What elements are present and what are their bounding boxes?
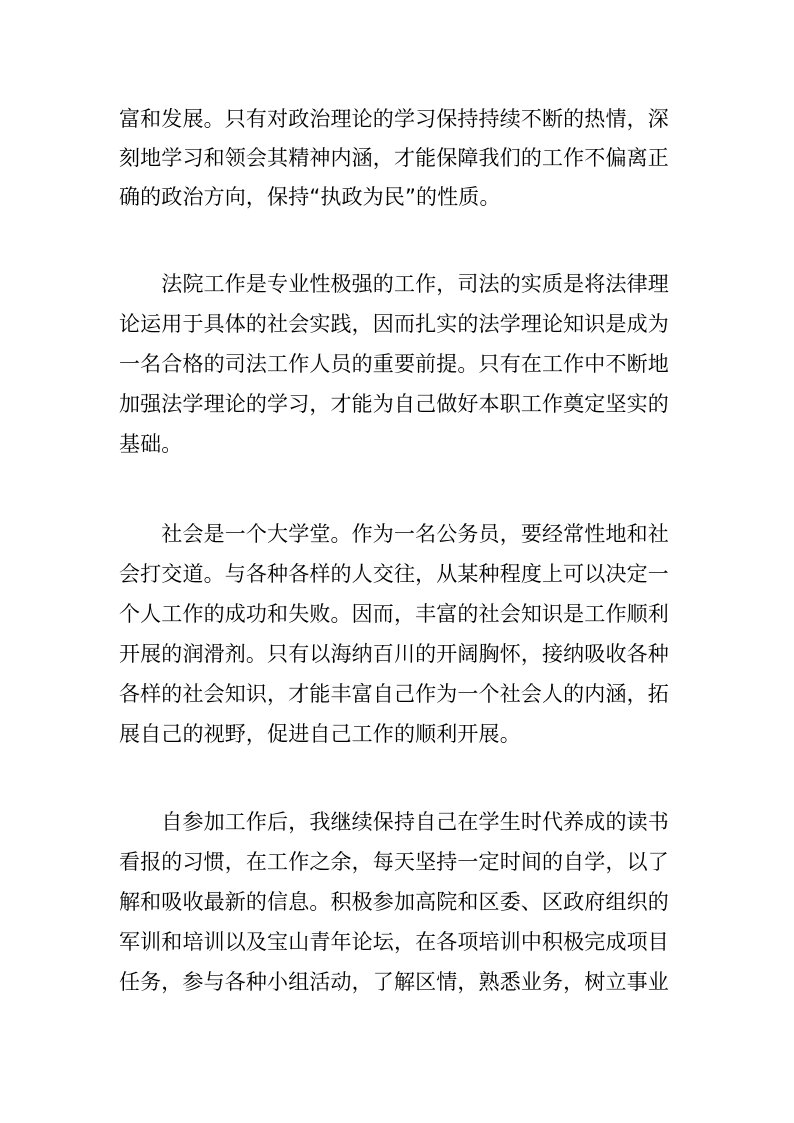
paragraph-4-line-4: 军训和培训以及宝山青年论坛，在各项培训中积极完成项目	[119, 930, 669, 954]
paragraph-2-line-4: 加强法学理论的学习，才能为自己做好本职工作奠定坚实的	[119, 392, 669, 416]
paragraph-2-line-3: 一名合格的司法工作人员的重要前提。只有在工作中不断地	[119, 352, 669, 376]
paragraph-1-line-1: 富和发展。只有对政治理论的学习保持持续不断的热情，深	[119, 107, 669, 131]
paragraph-3-line-5: 各样的社会知识，才能丰富自己作为一个社会人的内涵，拓	[119, 682, 669, 706]
paragraph-3-line-6: 展自己的视野，促进自己工作的顺利开展。	[119, 722, 521, 746]
paragraph-3-line-2: 会打交道。与各种各样的人交往，从某种程度上可以决定一	[119, 562, 669, 586]
paragraph-1-line-3: 确的政治方向，保持“执政为民”的性质。	[119, 185, 501, 209]
paragraph-3-line-1: 社会是一个大学堂。作为一名公务员，要经常性地和社	[119, 522, 669, 546]
paragraph-4-line-3: 解和吸收最新的信息。积极参加高院和区委、区政府组织的	[119, 890, 669, 914]
paragraph-4-line-5: 任务，参与各种小组活动，了解区情，熟悉业务，树立事业	[119, 970, 669, 994]
paragraph-3-line-3: 个人工作的成功和失败。因而，丰富的社会知识是工作顺利	[119, 602, 669, 626]
paragraph-4-line-1: 自参加工作后，我继续保持自己在学生时代养成的读书	[119, 810, 669, 834]
paragraph-1-line-2: 刻地学习和领会其精神内涵，才能保障我们的工作不偏离正	[119, 146, 669, 170]
paragraph-2-line-5: 基础。	[119, 432, 183, 456]
paragraph-3-line-4: 开展的润滑剂。只有以海纳百川的开阔胸怀，接纳吸收各种	[119, 642, 669, 666]
paragraph-2-line-1: 法院工作是专业性极强的工作，司法的实质是将法律理	[119, 272, 669, 296]
paragraph-2-line-2: 论运用于具体的社会实践，因而扎实的法学理论知识是成为	[119, 312, 669, 336]
paragraph-4-line-2: 看报的习惯，在工作之余，每天坚持一定时间的自学，以了	[119, 850, 669, 874]
